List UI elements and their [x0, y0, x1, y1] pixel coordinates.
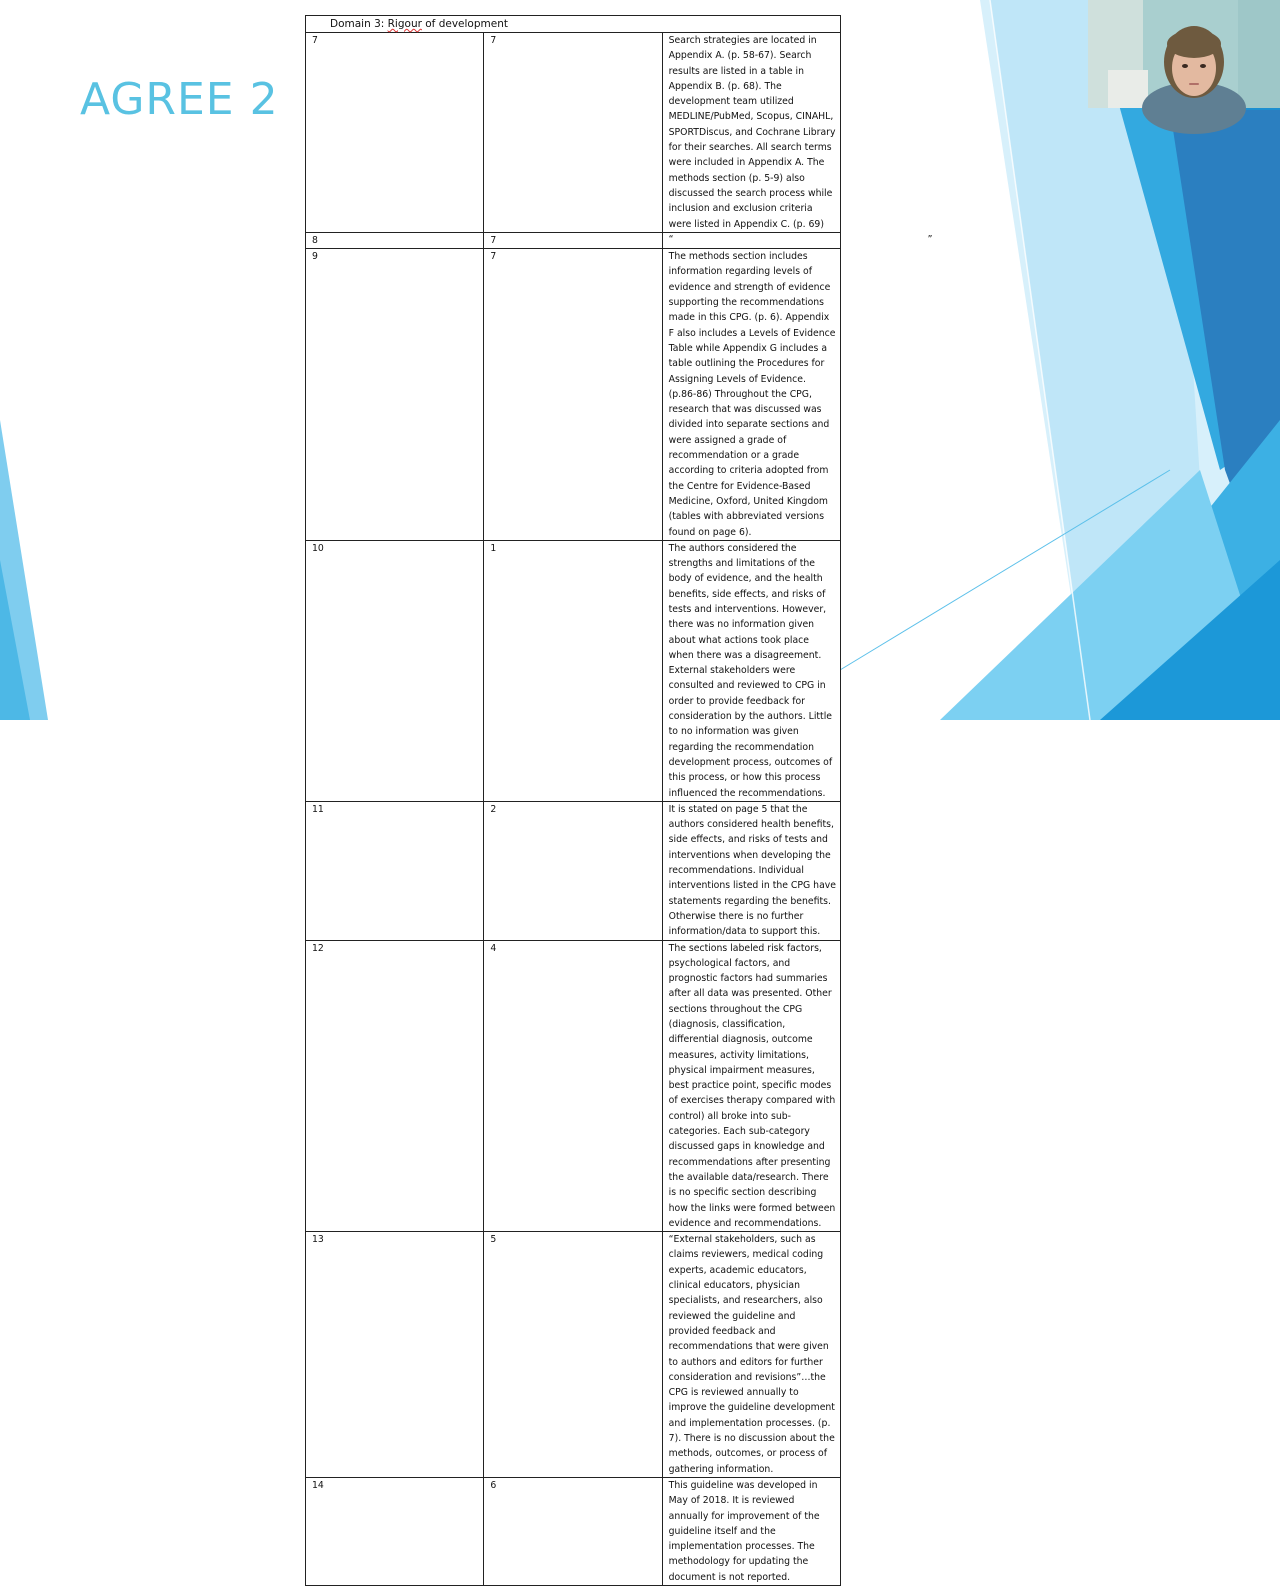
table-row — [306, 249, 841, 541]
table-row — [306, 540, 841, 801]
item-score: 7 — [484, 33, 662, 233]
item-score: 4 — [484, 940, 662, 1232]
item-comment: The sections labeled risk factors, psychological factors, and prognostic factors had summaries after all data was presented. Other sections throughout the CPG (diagnosis, classification, differential diagnosis, outcome measures, activity limitations, physical impairment measures, best practice point, specific modes of exercises therapy compared with control) all broke into sub-categories. Each sub-category discussed gaps in knowledge and recommendations after presenting the available data/research. There is no specific section describing how the links were formed between evidence and recommendations. — [662, 940, 840, 1232]
table-row — [306, 1232, 841, 1478]
item-comment: “External stakeholders, such as claims reviewers, medical coding experts, academic educators, clinical educators, physician specialists, and researchers, also reviewed the guideline and provided feedback and recommendations that were given to authors and editors for further consideration and revisions”…the CPG is reviewed annually to improve the guideline development and implementation processes. (p. 7). There is no discussion about the methods, outcomes, or process of gathering information. — [662, 1232, 840, 1478]
webcam-video-overlay — [1088, 0, 1280, 108]
item-comment: The methods section includes information regarding levels of evidence and strength of evidence supporting the recommendations made in this CPG. (p. 6). Appendix F also includes a Levels of Evidence Table while Appendix G includes a table outlining the Procedures for Assigning Levels of Evidence. (p.86-86) Throughout the CPG, research that was discussed was divided into separate sections and were assigned a grade of recommendation or a grade according to criteria adopted from the Centre for Evidence-Based Medicine, Oxford, United Kingdom (tables with abbreviated versions found on page 6). — [662, 249, 840, 541]
document-page — [305, 15, 933, 1583]
item-score: 7 — [484, 249, 662, 541]
table-row — [306, 801, 841, 940]
left-decor-shape — [0, 0, 60, 720]
table-row — [306, 232, 841, 248]
table-row — [306, 33, 841, 233]
item-number: 9 — [306, 249, 484, 541]
item-comment: This guideline was developed in May of 2018. It is reviewed annually for improvement of the guideline itself and the implementation processes. The methodology for updating the document is not reported. — [662, 1477, 840, 1585]
item-number: 8 — [306, 232, 484, 248]
item-number: 12 — [306, 940, 484, 1232]
table-row — [306, 1477, 841, 1585]
item-number: 13 — [306, 1232, 484, 1478]
slide-title: AGREE 2 — [80, 74, 279, 125]
item-score: 7 — [484, 232, 662, 248]
item-number: 14 — [306, 1477, 484, 1585]
item-comment: Search strategies are located in Appendix A. (p. 58-67). Search results are listed in a table in Appendix B. (p. 68). The development team utilized MEDLINE/PubMed, Scopus, CINAHL, SPORTDiscus, and Cochrane Library for their searches. All search terms were included in Appendix A. The methods section (p. 5-9) also discussed the search process while inclusion and exclusion criteria were listed in Appendix C. (p. 69) — [662, 33, 840, 233]
item-score: 5 — [484, 1232, 662, 1478]
table-row — [306, 940, 841, 1232]
presenter-video — [1088, 0, 1280, 108]
item-number: 7 — [306, 33, 484, 233]
item-score: 1 — [484, 540, 662, 801]
domain-header: Domain 3: Rigour of development — [306, 16, 841, 33]
item-number: 10 — [306, 540, 484, 801]
item-score: 2 — [484, 801, 662, 940]
item-comment: The authors considered the strengths and limitations of the body of evidence, and the health benefits, side effects, and risks of tests and interventions. However, there was no information given about what actions took place when there was a disagreement. External stakeholders were consulted and reviewed to CPG in order to provide feedback for consideration by the authors. Little to no information was given regarding the recommendation development process, outcomes of this process, or how this process influenced the recommendations. — [662, 540, 840, 801]
item-number: 11 — [306, 801, 484, 940]
domain-header-row — [306, 16, 841, 33]
item-comment: “ ” — [662, 232, 840, 248]
item-score: 6 — [484, 1477, 662, 1585]
agree-domain-table — [305, 15, 933, 1586]
item-comment: It is stated on page 5 that the authors considered health benefits, side effects, and risks of tests and interventions when developing the recommendations. Individual interventions listed in the CPG have statements regarding the benefits. Otherwise there is no further information/data to support this. — [662, 801, 840, 940]
